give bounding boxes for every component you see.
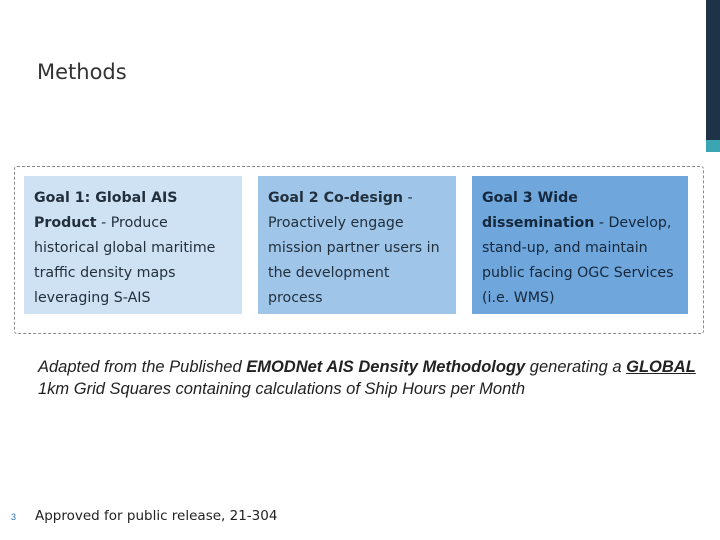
goal-1-text: - Produce historical global maritime traffic density maps leveraging S-AIS	[34, 215, 216, 306]
release-footer: Approved for public release, 21-304	[35, 508, 278, 524]
caption-methodology-name: EMODNet AIS Density Methodology	[246, 358, 526, 376]
caption-part-3: 1km Grid Squares containing calculations of Ship Hours per Month	[38, 380, 525, 398]
goal-card-3	[472, 176, 688, 314]
caption-part-1: Adapted from the Published	[38, 358, 247, 376]
goal-2-text: - Proactively engage mission partner users in the development process	[268, 190, 440, 306]
caption-part-2: generating a	[525, 358, 627, 376]
goal-card-1	[24, 176, 242, 314]
accent-tab	[706, 140, 720, 152]
slide-title: Methods	[37, 60, 127, 84]
methodology-caption	[38, 356, 698, 400]
goal-2-title: Goal 2 Co-design	[268, 190, 403, 206]
slide-number: 3	[11, 512, 17, 522]
goal-1-title: Goal 1: Global AIS Product	[34, 190, 178, 231]
goal-card-2	[258, 176, 456, 314]
goal-3-text: - Develop, stand-up, and maintain public facing OGC Services (i.e. WMS)	[482, 215, 674, 306]
accent-bar	[706, 0, 720, 140]
caption-global-emphasis: GLOBAL	[626, 358, 696, 376]
goal-3-title: Goal 3 Wide dissemination	[482, 190, 595, 231]
